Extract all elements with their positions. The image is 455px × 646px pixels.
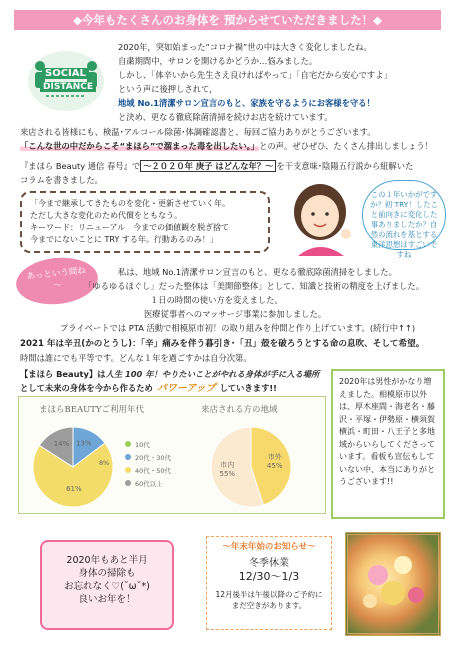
intro-highlight: 地域 No.1清潔サロン宣言のもと、家族を守るようにお客様を守る！ [118,98,375,108]
intro-line-3: しかし、「体辛いから先生さえ良ければやって」「自宅だから安心ですよ」 [118,70,392,80]
year-2021-sub: 時間は誰にでも平等です。どんな１年を過ごすかは自分次第。 [20,353,252,363]
beauty-tagline: 人生 100 年！やりたいことがやれる身体が手に入る場所 [105,369,320,379]
legend-swatch [125,454,131,460]
holiday-note-2: まだ空きがあります。 [231,601,307,610]
newsletter-column-title: ～２０２０年 庚子 はどんな年？～ [140,160,276,172]
pie-small-label: 8% [99,459,110,467]
social-distance-label-1: SOCIAL [42,68,89,79]
intro-line-after: と決め、更なる徹底除菌清掃を続けお店を続けています。 [118,112,333,122]
quote-line-2: ただし大きな変化のため代償をともなう。 [30,211,182,220]
quote-line-1: 「今まで継承してきたものを変化・更新させていく年。 [30,199,230,208]
beauty-name: 【まほら Beauty】は [20,369,106,379]
newsletter-line-1-post: を干支意味･陰陽五行説から紐解いた [276,161,414,171]
legend-label: 10代 [135,441,150,449]
closing-line-4: 良いお年を！ [78,594,136,605]
intro-line-2: 自粛期間中，サロンを開けるかどうか…悩みました。 [118,56,318,66]
charts-panel [18,396,326,514]
page-title-banner [14,10,441,30]
holiday-title: ～年末年始のお知らせ～ [222,542,316,552]
page-title: ◆今年もたくさんのお身体を 預からせていただきました！◆ [73,13,382,27]
pie-label-3: 14% [53,439,70,448]
legend-swatch [125,441,131,447]
social-distance-label-2: DISTANCE [40,82,96,92]
age-pie-chart [29,423,117,511]
legend-item [125,478,171,491]
newsletter-line-1 [20,160,413,173]
newsletter-quote-box [20,191,270,253]
holiday-note-1: 12月後半は午後以降のご予約に [215,590,323,599]
activity-line-5: プライベートでは PTA 活動で相模原市初！の取り組みを仲間と作り上げています。(続行中↑↑) [60,323,416,333]
aside-bubble: あっという間ね～ [14,254,100,308]
closing-line-2: 身体の掃除も [78,568,136,579]
legend-item [125,439,171,452]
speech-bubble: この１年いかがですか？初 TRY！したこと前向きに変化した事ありましたか？自然の流れを基とする東洋思想はすごいですね [362,180,446,250]
intro-line-4: という声に後押しされて， [118,84,218,94]
flower-photo [345,532,441,636]
quote-line-3: キーワード：リニューアル 今までの価値観を脱ぎ捨て [30,223,230,232]
pie-label-1: 13% [75,439,92,448]
age-legend [125,439,171,491]
legend-label: 40代・50代 [135,467,172,475]
quote-line-4: 今までにないことに TRY する年。行動あるのみ！」 [30,235,218,244]
holiday-notice [206,536,332,630]
pie-label-0: 45% [266,462,283,471]
activity-line-1: 私は、地域 No.1清潔サロン宣言のもと、更なる徹底除菌清掃をしました。 [118,267,397,277]
woman-illustration [284,178,362,260]
legend-label: 60代以上 [135,480,163,488]
pie-label-1: 55% [219,469,236,478]
closing-line-3: お忘れなく♡(˘ω˘*) [64,581,150,592]
intro-line-1: 2020年，突如始まった“コロナ禍”世の中は大きく変化しましたね。 [118,42,372,52]
year-2021-meaning: 「辛」痛みを伴う暮引き･「丑」殻を破ろうとする命の息吹、そして希望。 [140,339,425,349]
intro-callout-quote: 「こんな世の中だからこそ“まほら”で溜まった毒を出したい。」 [20,141,260,151]
closing-line-1: 2020年もあと半月 [66,555,148,566]
beauty-line2-pre: として未来の身体を今から作るため [20,383,153,393]
year-2021-headline [20,338,424,351]
region-pie-chart [207,423,295,511]
pie-label-2: 61% [66,484,82,493]
customer-info-box: 2020年は男性がかなり増えました。相模原市以外は、厚木座間・海老名・藤沢・平塚・伊勢原・横須賀横浜・町田・八王子と多地域からいらしてくださっています。看板も宣伝もしていない中、本当にありがとうございます!! [331,369,445,519]
newsletter-line-2: コラムを書きました。 [20,175,103,185]
beauty-statement-1 [20,368,319,381]
newsletter-line-1-pre: 『まほら Beauty 通信 春号』で [20,161,141,171]
legend-item [125,465,171,478]
closing-message-box [40,540,174,630]
intro-callout-tail: との声。ぜひぜひ、たくさん排出しましょう！ [259,141,433,151]
beauty-line2-post: していきます!! [219,383,277,393]
holiday-label: 冬季休業 [249,558,289,569]
legend-item [125,452,171,465]
year-2021-label: 2021 年は辛丑(かのとうし)： [20,339,141,349]
activity-line-4: 医療従事者へのマッサージ事業に参加しました。 [144,309,327,319]
legend-swatch [125,480,131,486]
holiday-dates: 12/30～1/3 [238,570,300,583]
social-distance-illustration [26,46,106,116]
legend-swatch [125,467,131,473]
social-distance-badge [26,46,106,116]
region-chart-title: 来店される方の地域 [201,405,278,415]
activity-line-3: １日の時間の使い方を変えました。 [150,295,283,305]
pie-label-0: 市外 [267,453,282,462]
pie-label-1: 市内 [220,460,235,469]
legend-label: 20代・30代 [135,454,172,462]
intro-thanks: 来店される皆様にも、検温･アルコール除菌･体調確認書と、毎回ご協力ありがとうございます。 [20,127,376,137]
activity-line-2: 「ゆるゆるほぐし」だった整体は「美開節整体」として、知識と技術の精度を上げました。 [84,281,425,291]
age-chart-title: まほらBEAUTYご利用年代 [39,405,145,415]
power-up-text: パワーアップ [156,383,216,394]
beauty-statement-2 [20,382,277,395]
intro-callout [20,140,433,153]
